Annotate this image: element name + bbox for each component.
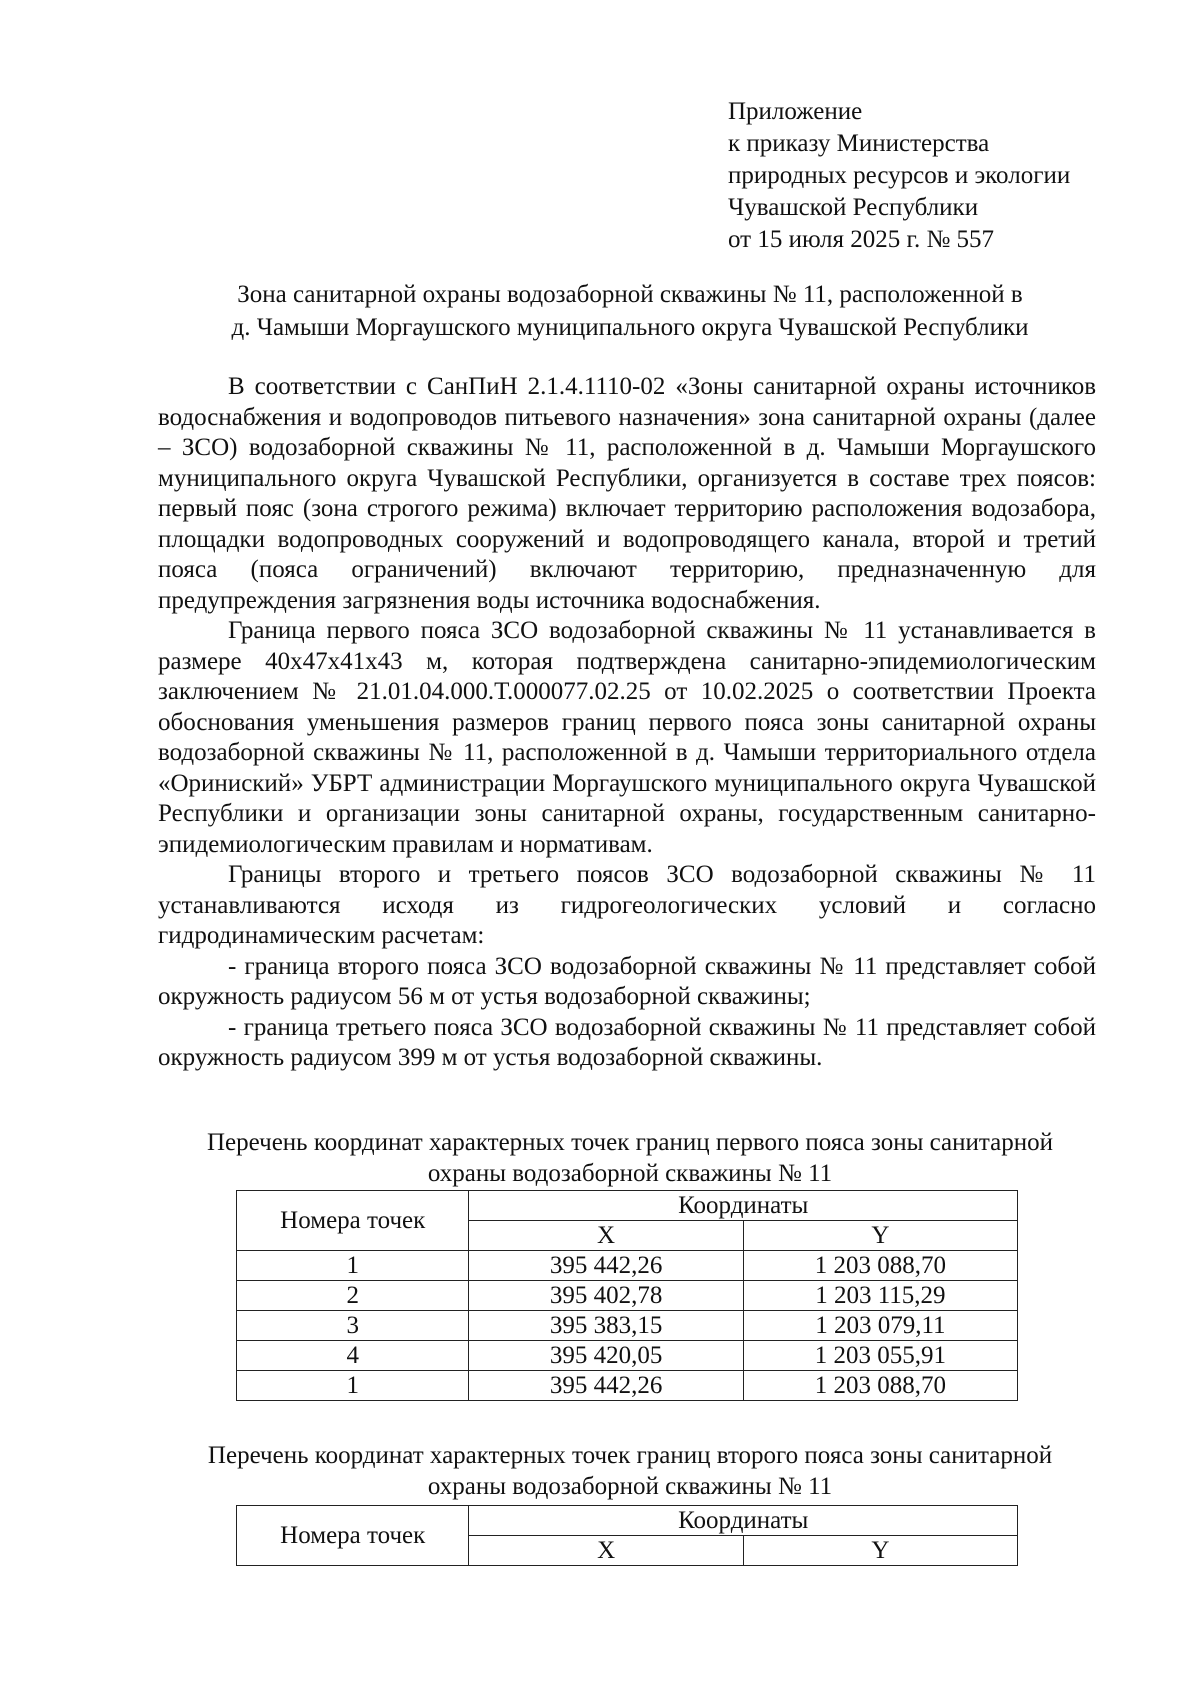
title-line: Зона санитарной охраны водозаборной скважины № 11, расположенной в <box>237 281 1023 308</box>
coord-y: 1 203 079,11 <box>743 1311 1017 1341</box>
appendix-block <box>728 96 1070 256</box>
table2-caption <box>170 1440 1090 1502</box>
table-row <box>237 1311 1018 1341</box>
coord-y: 1 203 115,29 <box>743 1281 1017 1311</box>
table-row <box>237 1341 1018 1371</box>
coord-y: 1 203 088,70 <box>743 1371 1017 1401</box>
appendix-line: к приказу Министерства <box>728 130 990 157</box>
point-number: 1 <box>237 1371 469 1401</box>
appendix-line: природных ресурсов и экологии <box>728 162 1071 189</box>
coord-x: 395 442,26 <box>469 1371 743 1401</box>
table-row <box>237 1281 1018 1311</box>
paragraph: Граница первого пояса ЗСО водозаборной скважины № 11 устанавливается в размере 40х47х41х43 м, которая подтверждена санитарно-эпидемиологическим заключением № 21.01.04.000.Т.000077.02.25 от 10.02.2025 о соответствии Проекта обоснования уменьшения размеров границ первого пояса зоны санитарной охраны водозаборной скважины № 11, расположенной в д. Чамыши территориального отдела «Ориниский» УБРТ администрации Моргаушского муниципального округа Чувашской Республики и организации зоны санитарной охраны, государственным санитарно-эпидемиологическим правилам и нормативам. <box>158 617 1096 858</box>
caption-line: Перечень координат характерных точек границ второго пояса зоны санитарной <box>207 1442 1053 1469</box>
header-points: Номера точек <box>237 1191 469 1251</box>
header-y: Y <box>743 1536 1017 1566</box>
caption-line: Перечень координат характерных точек границ первого пояса зоны санитарной <box>207 1129 1053 1156</box>
table-row <box>237 1251 1018 1281</box>
header-x: X <box>469 1536 743 1566</box>
appendix-line: от 15 июля 2025 г. № 557 <box>728 226 995 253</box>
coord-y: 1 203 055,91 <box>743 1341 1017 1371</box>
coordinates-table-second-belt <box>236 1505 1018 1566</box>
table1-caption <box>170 1127 1090 1189</box>
appendix-line: Приложение <box>728 98 863 125</box>
header-y: Y <box>743 1221 1017 1251</box>
point-number: 4 <box>237 1341 469 1371</box>
coord-x: 395 383,15 <box>469 1311 743 1341</box>
paragraph: - граница второго пояса ЗСО водозаборной скважины № 11 представляет собой окружность радиусом 56 м от устья водозаборной скважины; <box>158 952 1096 1010</box>
paragraph: Границы второго и третьего поясов ЗСО водозаборной скважины № 11 устанавливаются исходя из гидрогеологических условий и согласно гидродинамическим расчетам: <box>158 861 1096 949</box>
coord-x: 395 402,78 <box>469 1281 743 1311</box>
table-row <box>237 1371 1018 1401</box>
header-coordinates: Координаты <box>469 1506 1018 1536</box>
caption-line: охраны водозаборной скважины № 11 <box>427 1160 833 1187</box>
paragraph: В соответствии с СанПиН 2.1.4.1110-02 «Зоны санитарной охраны источников водоснабжения и водопроводов питьевого назначения» зона санитарной охраны (далее – ЗСО) водозаборной скважины № 11, расположенной в д. Чамыши Моргаушского муниципального округа Чувашской Республики, организуется в составе трех поясов: первый пояс (зона строгого режима) включает территорию расположения водозабора, площадки водопроводных сооружений и водопроводящего канала, второй и третий пояса (пояса ограничений) включают территорию, предназначенную для предупреждения загрязнения воды источника водоснабжения. <box>158 373 1096 614</box>
document-title <box>160 278 1100 344</box>
header-coordinates: Координаты <box>469 1191 1018 1221</box>
header-x: X <box>469 1221 743 1251</box>
coordinates-table-first-belt <box>236 1190 1018 1401</box>
header-points: Номера точек <box>237 1506 469 1566</box>
body-text <box>158 372 1096 1074</box>
coord-y: 1 203 088,70 <box>743 1251 1017 1281</box>
title-line: д. Чамыши Моргаушского муниципального округа Чувашской Республики <box>231 314 1029 341</box>
caption-line: охраны водозаборной скважины № 11 <box>427 1473 833 1500</box>
point-number: 2 <box>237 1281 469 1311</box>
coord-x: 395 442,26 <box>469 1251 743 1281</box>
point-number: 3 <box>237 1311 469 1341</box>
point-number: 1 <box>237 1251 469 1281</box>
coord-x: 395 420,05 <box>469 1341 743 1371</box>
appendix-line: Чувашской Республики <box>728 194 979 221</box>
paragraph: - граница третьего пояса ЗСО водозаборной скважины № 11 представляет собой окружность радиусом 399 м от устья водозаборной скважины. <box>158 1013 1096 1071</box>
